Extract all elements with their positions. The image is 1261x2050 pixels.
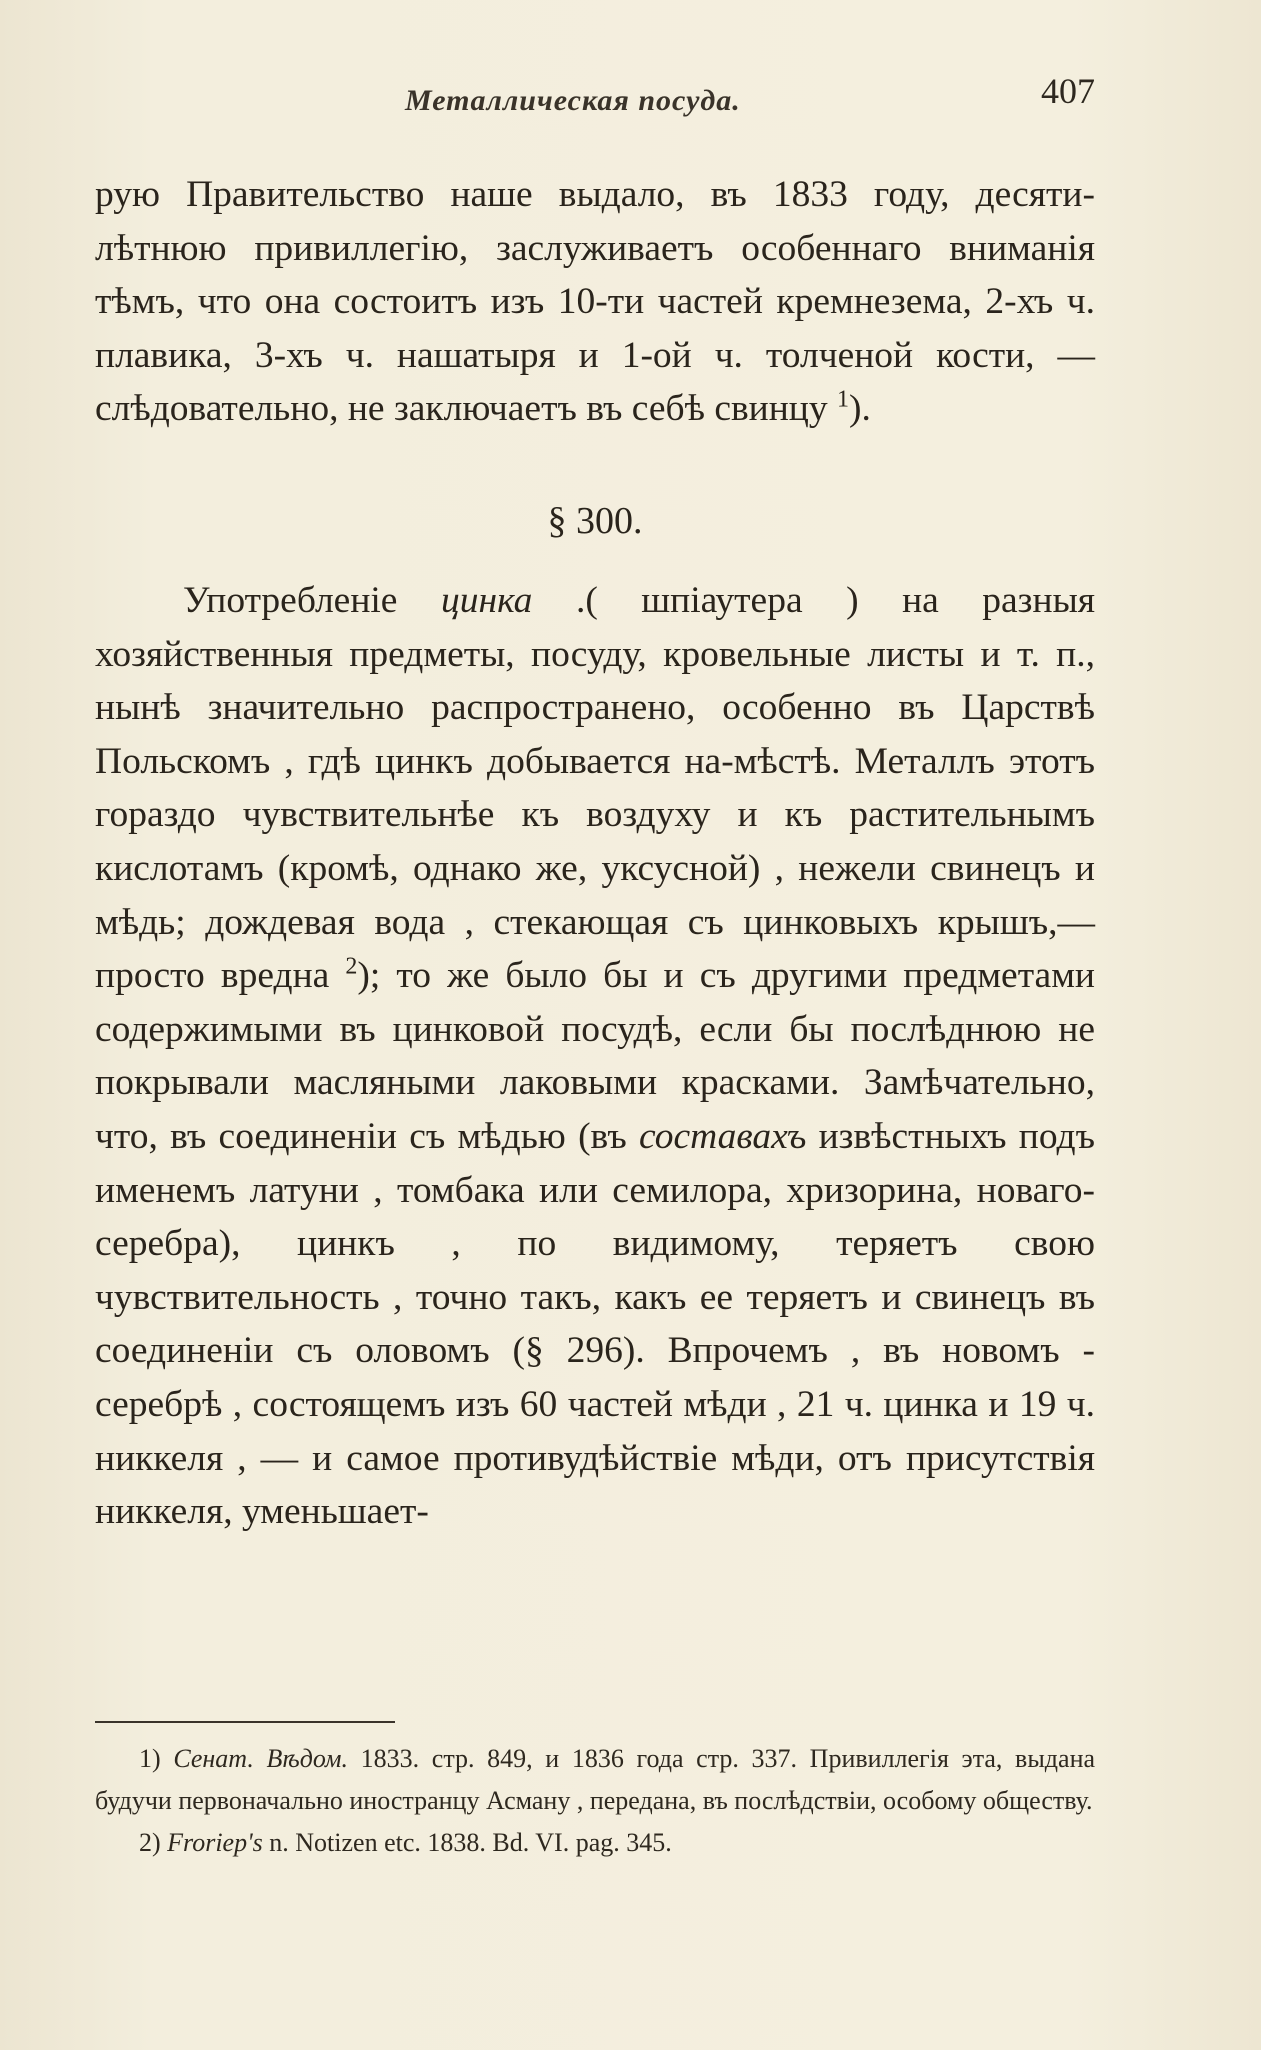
running-head: Металлическая посуда. bbox=[405, 84, 741, 117]
paragraph2-italic-term-2: составахъ bbox=[638, 1115, 807, 1157]
page-header bbox=[95, 66, 1095, 126]
footnote-ref-1: 1 bbox=[837, 386, 849, 413]
page-number: 407 bbox=[1041, 71, 1095, 111]
footnote-ref-2: 2 bbox=[345, 953, 358, 980]
paragraph-continuation bbox=[95, 168, 1095, 436]
footnotes bbox=[95, 1738, 1095, 1864]
paragraph2-part4: извѣстныхъ подъ именемъ латуни , томбака или семилора, хризорина, новаго-серебра), цинкъ , по видимому, теряетъ свою чувствительность , точно такъ, какъ ее теряетъ и свинецъ въ соединеніи съ оловомъ (§ 296). Впрочемъ , въ новомъ - серебрѣ , состоящемъ изъ 60 частей мѣди , 21 ч. цинка и 19 ч. никкеля , — и самое противудѣйствіе мѣди, отъ присутствія никкеля, уменьшает- bbox=[95, 1115, 1096, 1533]
footnote-source: Froriep's bbox=[167, 1828, 263, 1857]
footnote-rule bbox=[95, 1721, 395, 1723]
footnote-marker: 1) bbox=[139, 1744, 161, 1773]
paragraph-section-300 bbox=[95, 574, 1095, 1539]
paragraph1-end: ). bbox=[849, 388, 871, 430]
paragraph2-part1: Употребленіе bbox=[183, 580, 441, 621]
footnote-source: Сенат. Вѣдом. bbox=[173, 1744, 349, 1773]
section-heading: § 300. bbox=[547, 500, 643, 542]
footnote-2 bbox=[95, 1822, 1095, 1864]
footnote-text: n. Notizen etc. 1838. Bd. VI. pag. 345. bbox=[262, 1828, 672, 1857]
footnote-text: 1833. стр. 849, и 1836 года стр. 337. Привиллегія эта, выдана будучи первоначально иностранцу Асману , передана, въ послѣдствіи, особому обществу. bbox=[95, 1744, 1096, 1815]
paragraph1-text: рую Правительство наше выдало, въ 1833 году, десяти-лѣтнюю привиллегію, заслуживаетъ особеннаго вниманія тѣмъ, что она состоитъ изъ 10-ти частей кремнезема, 2-хъ ч. плавика, 3-хъ ч. нашатыря и 1-ой ч. толченой кости, — слѣдовательно, не заключаетъ въ себѣ свинцу bbox=[95, 174, 1095, 430]
paragraph2-part2: .( шпіаутера ) на разныя хозяйственныя предметы, посуду, кровельные листы и т. п., нынѣ значительно распространено, особенно въ Царствѣ Польскомъ , гдѣ цинкъ добывается на-мѣстѣ. Металлъ этотъ гораздо чувствительнѣе къ воздуху и къ растительнымъ кислотамъ (кромѣ, однако же, уксусной) , нежели свинецъ и мѣдь; дождевая вода , стекающая съ цинковыхъ крышъ,— просто вредна bbox=[95, 580, 1096, 997]
paragraph2-part3: ); то же было бы и съ другими предметами содержимыми въ цинковой посудѣ, если бы послѣднюю не покрывали масляными лаковыми красками. Замѣчательно, что, въ соединеніи съ мѣдью (въ bbox=[95, 955, 1095, 1157]
footnote-1 bbox=[95, 1738, 1095, 1822]
footnote-marker: 2) bbox=[139, 1828, 161, 1857]
paragraph2-italic-term: цинка bbox=[440, 580, 533, 621]
